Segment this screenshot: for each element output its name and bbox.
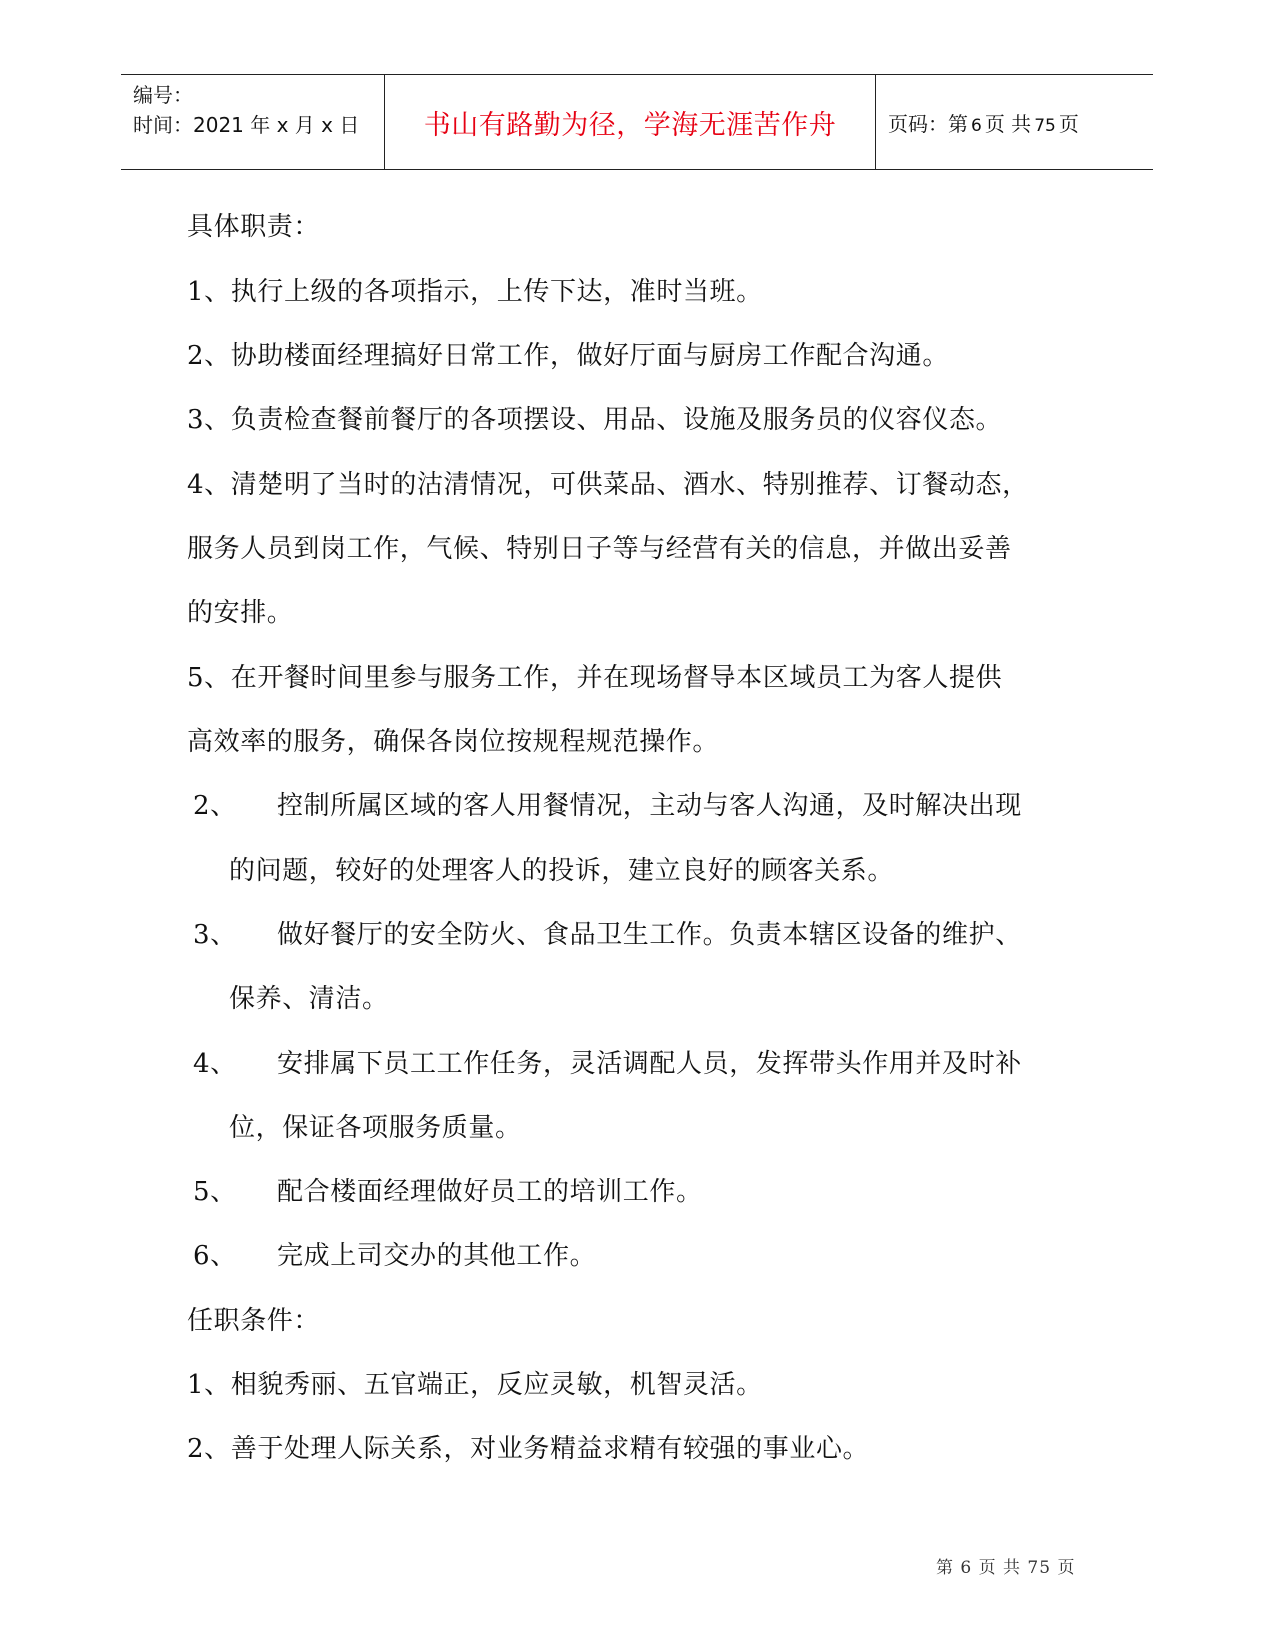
subitem-4-cont: 位，保证各项服务质量。 [229,1113,522,1143]
page-mid: 页 共 [984,111,1032,136]
duties-heading: 具体职责： [187,212,321,242]
subitem-number: 3、 [193,920,237,950]
subitem-number: 4、 [193,1049,237,1079]
header-motto-cell [384,75,876,169]
page-total: 75 [1034,115,1056,136]
duty-line-5: 5、在开餐时间里参与服务工作，并在现场督导本区域员工为客人提供 [187,663,1003,693]
duty-line-3: 3、负责检查餐前餐厅的各项摆设、用品、设施及服务员的仪容仪态。 [187,405,1003,435]
page-footer: 第 6 页 共 75 页 [936,1558,1076,1578]
subitem-2-cont: 的问题，较好的处理客人的投诉，建立良好的顾客关系。 [229,856,895,886]
duty-line-2: 2、协助楼面经理搞好日常工作，做好厅面与厨房工作配合沟通。 [187,341,949,371]
document-number-label: 编号： [133,83,193,107]
subitem-text: 控制所属区域的客人用餐情况，主动与客人沟通，及时解决出现 [277,791,1022,821]
subitem-number: 6、 [193,1241,237,1271]
page-prefix: 页码：第 [888,111,968,136]
duty-line-4: 4、清楚明了当时的沽清情况，可供菜品、酒水、特别推荐、订餐动态， [187,470,1029,500]
page-suffix: 页 [1058,111,1079,136]
requirement-line-1: 1、相貌秀丽、五官端正，反应灵敏，机智灵活。 [187,1370,763,1400]
subitem-3 [193,920,1022,950]
duty-line-1: 1、执行上级的各项指示，上传下达，准时当班。 [187,277,763,307]
subitem-5 [193,1177,703,1207]
subitem-number: 2、 [193,791,237,821]
page-header [121,74,1153,170]
page-current: 6 [971,115,982,136]
subitem-3-cont: 保养、清洁。 [229,984,389,1014]
subitem-text: 安排属下员工工作任务，灵活调配人员，发挥带头作用并及时补 [277,1049,1022,1079]
subitem-number: 5、 [193,1177,237,1207]
subitem-6 [193,1241,596,1271]
duty-line-5-cont: 高效率的服务，确保各岗位按规程规范操作。 [187,727,720,757]
subitem-text: 完成上司交办的其他工作。 [277,1241,597,1271]
subitem-text: 配合楼面经理做好员工的培训工作。 [277,1177,703,1207]
duty-line-4-cont: 服务人员到岗工作，气候、特别日子等与经营有关的信息，并做出妥善 [187,534,1012,564]
header-motto: 书山有路勤为径，学海无涯苦作舟 [423,109,837,141]
subitem-text: 做好餐厅的安全防火、食品卫生工作。负责本辖区设备的维护、 [277,920,1022,950]
header-meta-cell [121,75,384,169]
subitem-4 [193,1049,1022,1079]
requirements-heading: 任职条件： [187,1306,321,1336]
header-page-number [888,108,1079,137]
subitem-2 [193,791,1022,821]
duty-line-4-end: 的安排。 [187,598,294,628]
requirement-line-2: 2、善于处理人际关系，对业务精益求精有较强的事业心。 [187,1434,870,1464]
header-page-cell [876,75,1153,169]
document-time-label: 时间：2021 年 x 月 x 日 [133,113,360,137]
